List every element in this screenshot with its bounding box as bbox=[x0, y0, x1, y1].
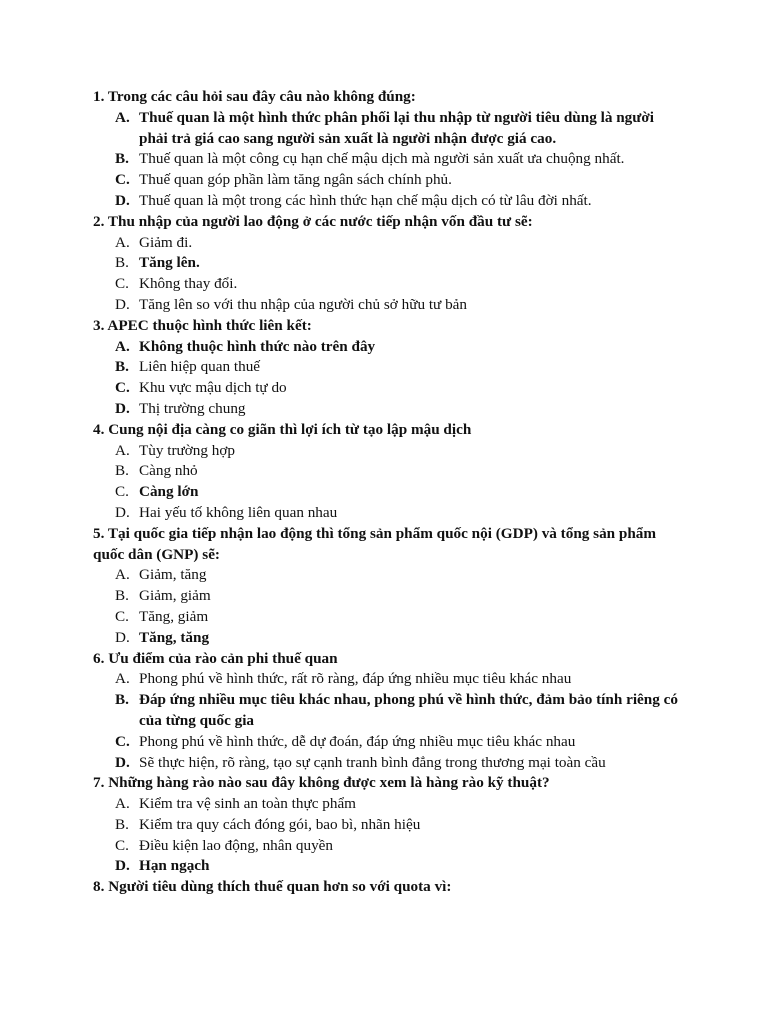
question-text: 3. APEC thuộc hình thức liên kết: bbox=[93, 316, 312, 334]
option-text: Điều kiện lao động, nhân quyền bbox=[139, 836, 334, 854]
answer-option bbox=[115, 170, 683, 191]
option-text: Giảm đi. bbox=[139, 233, 193, 251]
option-letter: C. bbox=[115, 836, 129, 854]
answer-option bbox=[115, 337, 683, 358]
question-1 bbox=[93, 87, 683, 212]
option-letter: D. bbox=[115, 399, 130, 417]
answer-option bbox=[115, 565, 683, 586]
answer-option bbox=[115, 253, 683, 274]
option-text: Kiểm tra quy cách đóng gói, bao bì, nhãn hiệu bbox=[139, 815, 421, 833]
option-letter: A. bbox=[115, 337, 130, 355]
answer-option bbox=[115, 191, 683, 212]
option-text: Thuế quan là một công cụ hạn chế mậu dịch mà người sản xuất ưa chuộng nhất. bbox=[139, 150, 625, 168]
option-text: Phong phú về hình thức, rất rõ ràng, đáp ứng nhiều mục tiêu khác nhau bbox=[139, 670, 572, 688]
answer-option bbox=[115, 482, 683, 503]
option-letter: A. bbox=[115, 795, 130, 813]
answer-option bbox=[115, 690, 683, 732]
answer-option bbox=[115, 836, 683, 857]
option-letter: A. bbox=[115, 670, 130, 688]
answer-option bbox=[115, 399, 683, 420]
option-text: Phong phú về hình thức, dễ dự đoán, đáp ứng nhiều mục tiêu khác nhau bbox=[139, 732, 576, 750]
option-letter: C. bbox=[115, 275, 129, 293]
option-text: Hạn ngạch bbox=[139, 857, 210, 875]
option-letter: A. bbox=[115, 566, 130, 584]
option-text: Càng nhỏ bbox=[139, 462, 198, 480]
answer-option bbox=[115, 233, 683, 254]
option-letter: C. bbox=[115, 607, 129, 625]
answer-option bbox=[115, 378, 683, 399]
answer-option bbox=[115, 295, 683, 316]
option-letter: A. bbox=[115, 441, 130, 459]
question-3 bbox=[93, 316, 683, 420]
question-text: 6. Ưu điểm của rào cản phi thuế quan bbox=[93, 649, 338, 667]
option-text: Sẽ thực hiện, rõ ràng, tạo sự cạnh tranh bình đẳng trong thương mại toàn cầu bbox=[139, 753, 606, 771]
option-letter: D. bbox=[115, 857, 130, 875]
answer-option bbox=[115, 794, 683, 815]
option-letter: B. bbox=[115, 150, 129, 168]
option-letter: B. bbox=[115, 815, 129, 833]
option-letter: B. bbox=[115, 691, 129, 709]
option-letter: C. bbox=[115, 732, 130, 750]
answer-option bbox=[115, 669, 683, 690]
option-text: Tăng, tăng bbox=[139, 628, 210, 646]
option-letter: B. bbox=[115, 462, 129, 480]
question-2 bbox=[93, 212, 683, 316]
option-text: Khu vực mậu dịch tự do bbox=[139, 379, 287, 397]
option-text: Kiểm tra vệ sinh an toàn thực phẩm bbox=[139, 795, 357, 813]
option-text: Tăng, giảm bbox=[139, 607, 209, 625]
option-text: Thị trường chung bbox=[139, 399, 246, 417]
option-text: Không thay đổi. bbox=[139, 275, 238, 293]
option-letter: B. bbox=[115, 254, 129, 272]
option-letter: C. bbox=[115, 379, 130, 397]
option-text: Tùy trường hợp bbox=[139, 441, 236, 459]
answer-option bbox=[115, 586, 683, 607]
option-letter: C. bbox=[115, 171, 130, 189]
answer-option bbox=[115, 441, 683, 462]
option-letter: D. bbox=[115, 503, 130, 521]
answer-option bbox=[115, 274, 683, 295]
option-text: Thuế quan là một trong các hình thức hạn chế mậu dịch có từ lâu đời nhất. bbox=[139, 191, 592, 209]
answer-option bbox=[115, 357, 683, 378]
option-letter: D. bbox=[115, 191, 130, 209]
option-letter: B. bbox=[115, 587, 129, 605]
question-8 bbox=[93, 877, 683, 898]
answer-option bbox=[115, 856, 683, 877]
question-text: 4. Cung nội địa càng co giãn thì lợi ích từ tạo lập mậu dịch bbox=[93, 420, 472, 438]
answer-option bbox=[115, 753, 683, 774]
answer-option bbox=[115, 607, 683, 628]
option-text: Giảm, tăng bbox=[139, 566, 207, 584]
quiz-list bbox=[93, 87, 683, 898]
question-4 bbox=[93, 420, 683, 524]
option-letter: D. bbox=[115, 628, 130, 646]
answer-option bbox=[115, 461, 683, 482]
option-letter: A. bbox=[115, 233, 130, 251]
option-text: Không thuộc hình thức nào trên đây bbox=[139, 337, 376, 355]
option-text: Giảm, giảm bbox=[139, 587, 211, 605]
question-text: 2. Thu nhập của người lao động ở các nước tiếp nhận vốn đầu tư sẽ: bbox=[93, 212, 533, 230]
answer-option bbox=[115, 732, 683, 753]
option-letter: D. bbox=[115, 295, 130, 313]
question-text: 8. Người tiêu dùng thích thuế quan hơn so với quota vì: bbox=[93, 878, 452, 896]
option-text: Càng lớn bbox=[139, 483, 199, 501]
option-text: Tăng lên. bbox=[139, 254, 200, 272]
question-7 bbox=[93, 773, 683, 877]
question-5 bbox=[93, 524, 683, 649]
option-text: Tăng lên so với thu nhập của người chủ sở hữu tư bản bbox=[139, 295, 468, 313]
option-text: Thuế quan góp phần làm tăng ngân sách chính phủ. bbox=[139, 171, 452, 189]
answer-option bbox=[115, 149, 683, 170]
option-text: Liên hiệp quan thuế bbox=[139, 358, 261, 376]
question-text: 5. Tại quốc gia tiếp nhận lao động thì tổng sản phẩm quốc nội (GDP) và tổng sản phẩm quốc dân (GNP) sẽ: bbox=[93, 524, 657, 563]
option-letter: A. bbox=[115, 108, 130, 126]
answer-option bbox=[115, 108, 683, 150]
option-text: Thuế quan là một hình thức phân phối lại thu nhập từ người tiêu dùng là người phải trả giá cao sang người sản xuất là người nhận được giá cao. bbox=[139, 108, 654, 147]
option-letter: C. bbox=[115, 483, 129, 501]
answer-option bbox=[115, 628, 683, 649]
answer-option bbox=[115, 503, 683, 524]
option-letter: D. bbox=[115, 753, 130, 771]
option-text: Đáp ứng nhiều mục tiêu khác nhau, phong phú về hình thức, đảm bảo tính riêng có của từng quốc gia bbox=[139, 691, 678, 729]
answer-option bbox=[115, 815, 683, 836]
question-6 bbox=[93, 649, 683, 774]
option-text: Hai yếu tố không liên quan nhau bbox=[139, 503, 338, 521]
question-text: 7. Những hàng rào nào sau đây không được xem là hàng rào kỹ thuật? bbox=[93, 774, 550, 792]
question-text: 1. Trong các câu hỏi sau đây câu nào không đúng: bbox=[93, 88, 416, 105]
option-letter: B. bbox=[115, 358, 129, 376]
